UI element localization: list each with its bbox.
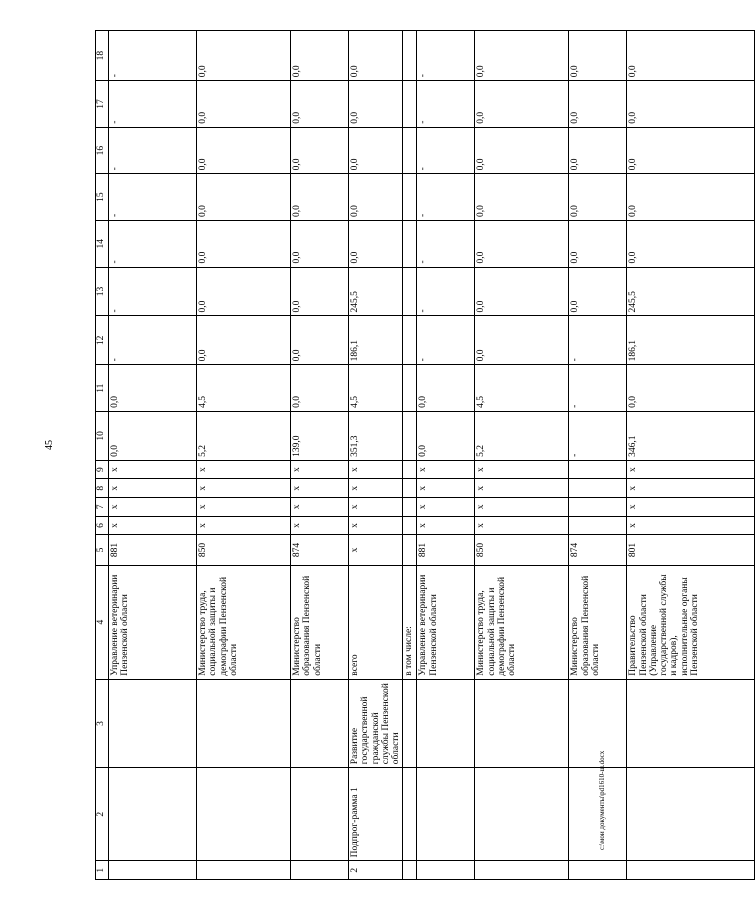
table-cell-col7: х (291, 498, 349, 517)
column-header: 14 (96, 220, 109, 267)
table-cell-col4: в том числе: (403, 565, 417, 679)
table-cell-col2 (627, 768, 755, 861)
column-header: 9 (96, 460, 109, 479)
table-cell-col10: 0,0 (417, 411, 475, 460)
table-cell-col11: 4,5 (197, 365, 291, 412)
table-cell-col2 (109, 768, 197, 861)
table-cell-col18: 0,0 (569, 31, 627, 81)
table-cell-col1 (197, 861, 291, 880)
table-cell-col5: 801 (627, 535, 755, 565)
table-cell-col18: 0,0 (349, 31, 403, 81)
table-cell-col17 (403, 81, 417, 128)
table-cell-col8: х (627, 479, 755, 498)
table-cell-col18: 0,0 (627, 31, 755, 81)
table-cell-col18: 0,0 (475, 31, 569, 81)
column-header: 4 (96, 565, 109, 679)
table-cell-col6 (403, 516, 417, 535)
table-cell-col3 (197, 679, 291, 768)
table-cell-col4: Правительство Пензенской области (Управление государственной службы и кадров), исполнительные органы Пензенской области (627, 565, 755, 679)
table-cell-col17: - (109, 81, 197, 128)
table-cell-col16: 0,0 (349, 127, 403, 174)
table-cell-col12: 186,1 (349, 316, 403, 365)
table-cell-col16: - (109, 127, 197, 174)
table-row (627, 31, 755, 880)
column-header: 1 (96, 861, 109, 880)
table-cell-col11: 4,5 (349, 365, 403, 412)
table-cell-col11: 0,0 (109, 365, 197, 412)
table-cell-col3 (627, 679, 755, 768)
table-row (291, 31, 349, 880)
table-cell-col14: 0,0 (197, 220, 291, 267)
table-cell-col10: 346,1 (627, 411, 755, 460)
table-cell-col10: 351,3 (349, 411, 403, 460)
table-cell-col2: Подпрог-рамма 1 (349, 768, 403, 861)
table-cell-col9: х (349, 460, 403, 479)
table-cell-col8 (569, 479, 627, 498)
table-cell-col1 (403, 861, 417, 880)
table-cell-col8: х (417, 479, 475, 498)
table-cell-col15: 0,0 (475, 174, 569, 221)
table-cell-col16 (403, 127, 417, 174)
table-cell-col12: - (109, 316, 197, 365)
table-cell-col13: 245,5 (627, 267, 755, 316)
table-cell-col7: х (475, 498, 569, 517)
table-cell-col4: Министерство образования Пензенской области (569, 565, 627, 679)
column-header: 6 (96, 516, 109, 535)
table-cell-col6: х (291, 516, 349, 535)
table-cell-col5: 874 (291, 535, 349, 565)
table-cell-col5: 881 (417, 535, 475, 565)
table-row (349, 31, 403, 880)
table-cell-col3 (417, 679, 475, 768)
table-cell-col10: - (569, 411, 627, 460)
table-cell-col16: 0,0 (475, 127, 569, 174)
table-cell-col14: 0,0 (627, 220, 755, 267)
column-header: 3 (96, 679, 109, 768)
table-cell-col2 (417, 768, 475, 861)
column-header: 13 (96, 267, 109, 316)
table-cell-col2 (291, 768, 349, 861)
table-cell-col10: 0,0 (109, 411, 197, 460)
table-cell-col1 (109, 861, 197, 880)
table-cell-col8: х (197, 479, 291, 498)
table-cell-col7: х (349, 498, 403, 517)
table-cell-col12: 0,0 (197, 316, 291, 365)
table-cell-col12 (403, 316, 417, 365)
table-cell-col10: 5,2 (475, 411, 569, 460)
table-cell-col16: 0,0 (197, 127, 291, 174)
table-cell-col12: 186,1 (627, 316, 755, 365)
table-cell-col11: - (569, 365, 627, 412)
table-cell-col15: 0,0 (627, 174, 755, 221)
table-cell-col4: Управление ветеринарии Пензенской области (417, 565, 475, 679)
table-cell-col4: Министерство труда, социальной защиты и демографии Пензенской области (197, 565, 291, 679)
table-cell-col7: х (109, 498, 197, 517)
table-cell-col13: 0,0 (475, 267, 569, 316)
table-cell-col14 (403, 220, 417, 267)
table-cell-col1 (291, 861, 349, 880)
table-cell-col18: 0,0 (291, 31, 349, 81)
table-cell-col8: х (475, 479, 569, 498)
table-cell-col15: - (109, 174, 197, 221)
table-row (417, 31, 475, 880)
table-cell-col17: 0,0 (569, 81, 627, 128)
header-row (96, 31, 109, 880)
table-cell-col6: х (109, 516, 197, 535)
table-cell-col1 (569, 861, 627, 880)
table-cell-col7: х (417, 498, 475, 517)
table-cell-col9: х (291, 460, 349, 479)
table-cell-col5: 874 (569, 535, 627, 565)
table-cell-col9 (569, 460, 627, 479)
table-cell-col18: - (109, 31, 197, 81)
column-header: 15 (96, 174, 109, 221)
table-cell-col10: 139,0 (291, 411, 349, 460)
table-cell-col17: - (417, 81, 475, 128)
table-cell-col6: х (417, 516, 475, 535)
table-cell-col15: 0,0 (349, 174, 403, 221)
column-header: 11 (96, 365, 109, 412)
table-cell-col18: - (417, 31, 475, 81)
table-cell-col3 (475, 679, 569, 768)
table-cell-col9: х (417, 460, 475, 479)
table-cell-col16: - (417, 127, 475, 174)
table-cell-col13: 245,5 (349, 267, 403, 316)
table-cell-col11 (403, 365, 417, 412)
table-cell-col12: 0,0 (291, 316, 349, 365)
table-cell-col6: х (475, 516, 569, 535)
table-cell-col5: х (349, 535, 403, 565)
table-cell-col15 (403, 174, 417, 221)
table-cell-col6: х (627, 516, 755, 535)
table-cell-col13: - (109, 267, 197, 316)
table-cell-col13: 0,0 (291, 267, 349, 316)
table-cell-col15: - (417, 174, 475, 221)
table-cell-col7 (403, 498, 417, 517)
table-cell-col13 (403, 267, 417, 316)
table-cell-col5: 881 (109, 535, 197, 565)
table-cell-col16: 0,0 (569, 127, 627, 174)
table-cell-col7: х (197, 498, 291, 517)
table-cell-col9: х (627, 460, 755, 479)
table-cell-col1 (417, 861, 475, 880)
table-cell-col18: 0,0 (197, 31, 291, 81)
table-cell-col4: Министерство образования Пензенской области (291, 565, 349, 679)
table-cell-col2 (197, 768, 291, 861)
table-cell-col4: Министерство труда, социальной защиты и демографии Пензенской области (475, 565, 569, 679)
table-cell-col3 (403, 679, 417, 768)
table-row (197, 31, 291, 880)
table-cell-col13: 0,0 (569, 267, 627, 316)
table-cell-col14: 0,0 (349, 220, 403, 267)
table-cell-col17: 0,0 (291, 81, 349, 128)
table-cell-col6: х (197, 516, 291, 535)
table-cell-col17: 0,0 (475, 81, 569, 128)
table-cell-col1: 2 (349, 861, 403, 880)
table-cell-col4: Управление ветеринарии Пензенской области (109, 565, 197, 679)
table-cell-col7: х (627, 498, 755, 517)
table-cell-col15: 0,0 (569, 174, 627, 221)
table-cell-col11: 0,0 (627, 365, 755, 412)
table-cell-col15: 0,0 (291, 174, 349, 221)
column-header: 5 (96, 535, 109, 565)
table-cell-col14: - (109, 220, 197, 267)
page-number: 45 (44, 440, 55, 450)
table-cell-col12: - (417, 316, 475, 365)
table-cell-col9: х (197, 460, 291, 479)
table-row (403, 31, 417, 880)
table-cell-col17: 0,0 (197, 81, 291, 128)
budget-table (95, 30, 755, 880)
table-cell-col3: Развитие государственной гражданской службы Пензенской области (349, 679, 403, 768)
table-cell-col8: х (349, 479, 403, 498)
table-cell-col13: 0,0 (197, 267, 291, 316)
column-header: 12 (96, 316, 109, 365)
file-path-footer: c:\мои документы\pd1610-ш.docx (598, 750, 606, 850)
table-cell-col8 (403, 479, 417, 498)
table-cell-col12: - (569, 316, 627, 365)
table-cell-col7 (569, 498, 627, 517)
column-header: 10 (96, 411, 109, 460)
table-cell-col8: х (291, 479, 349, 498)
column-header: 16 (96, 127, 109, 174)
table-cell-col18 (403, 31, 417, 81)
table-cell-col11: 4,5 (475, 365, 569, 412)
table-cell-col5: 850 (197, 535, 291, 565)
table-cell-col11: 0,0 (417, 365, 475, 412)
table-cell-col3 (109, 679, 197, 768)
table-cell-col11: 0,0 (291, 365, 349, 412)
column-header: 2 (96, 768, 109, 861)
table-cell-col4: всего (349, 565, 403, 679)
table-cell-col5: 850 (475, 535, 569, 565)
table-cell-col10: 5,2 (197, 411, 291, 460)
table-cell-col1 (475, 861, 569, 880)
table-cell-col14: 0,0 (569, 220, 627, 267)
table-cell-col16: 0,0 (627, 127, 755, 174)
table-cell-col1 (627, 861, 755, 880)
table-cell-col6 (569, 516, 627, 535)
column-header: 7 (96, 498, 109, 517)
table-cell-col13: - (417, 267, 475, 316)
table-cell-col10 (403, 411, 417, 460)
column-header: 8 (96, 479, 109, 498)
table-cell-col14: 0,0 (291, 220, 349, 267)
table-cell-col17: 0,0 (349, 81, 403, 128)
table-cell-col14: - (417, 220, 475, 267)
table-cell-col14: 0,0 (475, 220, 569, 267)
table-cell-col2 (475, 768, 569, 861)
column-header: 17 (96, 81, 109, 128)
table-cell-col6: х (349, 516, 403, 535)
table-cell-col9 (403, 460, 417, 479)
column-header: 18 (96, 31, 109, 81)
table-cell-col2 (403, 768, 417, 861)
table-row (109, 31, 197, 880)
table-cell-col15: 0,0 (197, 174, 291, 221)
table-cell-col9: х (109, 460, 197, 479)
table-cell-col3 (291, 679, 349, 768)
table-cell-col9: х (475, 460, 569, 479)
table-cell-col16: 0,0 (291, 127, 349, 174)
table-cell-col8: х (109, 479, 197, 498)
table-cell-col5 (403, 535, 417, 565)
table-cell-col12: 0,0 (475, 316, 569, 365)
table-cell-col17: 0,0 (627, 81, 755, 128)
table-row (475, 31, 569, 880)
